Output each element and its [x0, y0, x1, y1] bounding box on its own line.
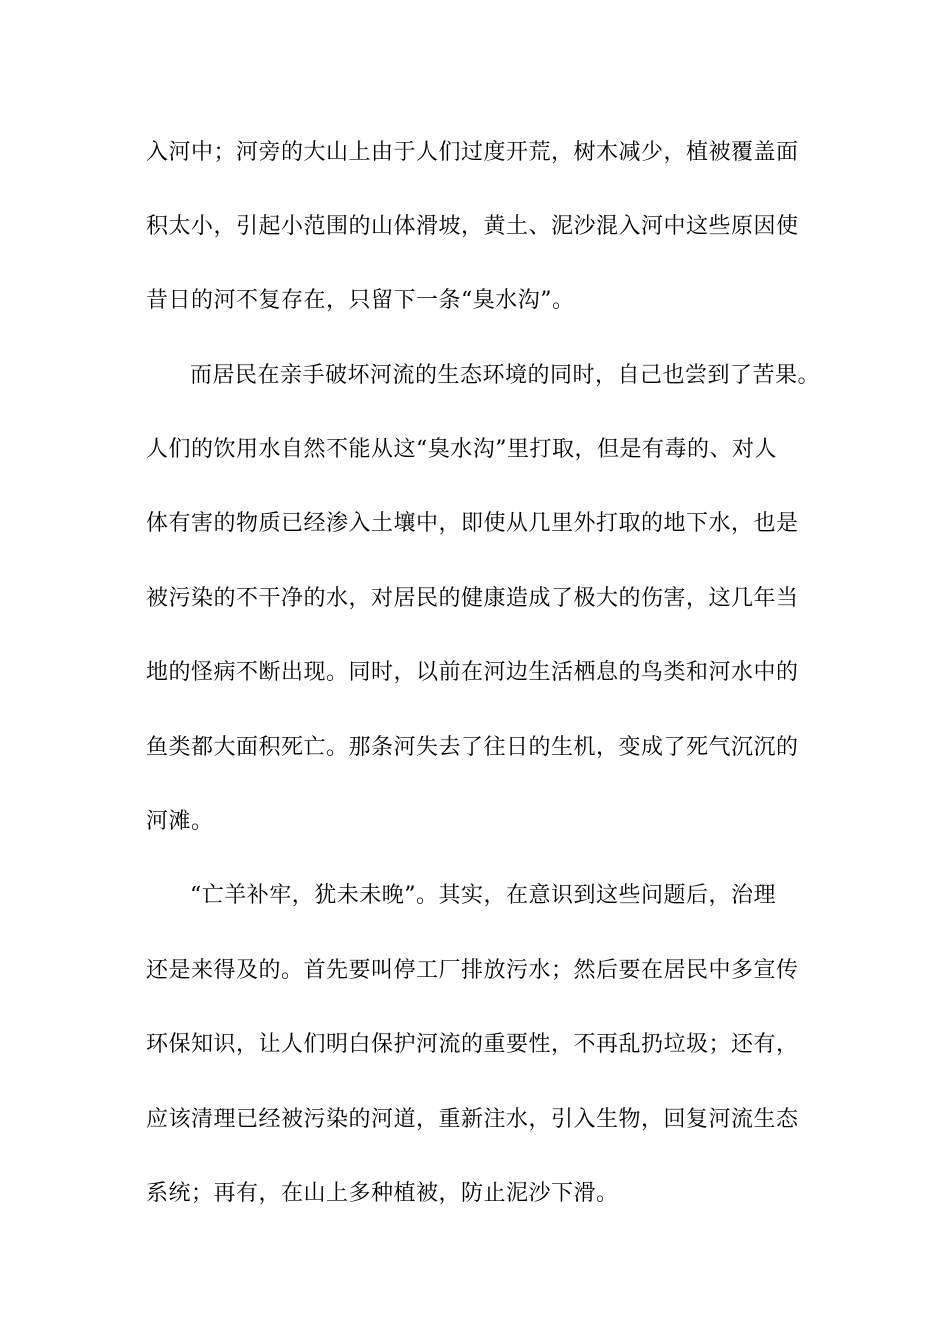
text-line: 积太小，引起小范围的山体滑坡，黄土、泥沙混入河中这些原因使: [146, 214, 799, 239]
text-line: 还是来得及的。首先要叫停工厂排放污水；然后要在居民中多宣传: [146, 958, 799, 983]
paragraph-start-line: 而居民在亲手破坏河流的生态环境的同时，自己也尝到了苦果。: [190, 363, 821, 388]
text-line: 昔日的河不复存在，只留下一条“臭水沟”。: [146, 288, 575, 313]
text-line: 河滩。: [146, 809, 214, 834]
text-line: 鱼类都大面积死亡。那条河失去了往日的生机，变成了死气沉沉的: [146, 735, 799, 760]
text-line: 环保知识，让人们明白保护河流的重要性，不再乱扔垃圾；还有，: [146, 1032, 799, 1057]
text-line: 应该清理已经被污染的河道，重新注水，引入生物，回复河流生态: [146, 1107, 799, 1132]
paragraph-start-line: “亡羊补牢，犹未未晚”。其实，在意识到这些问题后，治理: [190, 883, 776, 908]
text-line: 地的怪病不断出现。同时，以前在河边生活栖息的鸟类和河水中的: [146, 660, 799, 685]
text-line: 人们的饮用水自然不能从这“臭水沟”里打取，但是有毒的、对人: [146, 437, 777, 462]
text-line: 系统；再有，在山上多种植被，防止泥沙下滑。: [146, 1181, 619, 1206]
text-line: 被污染的不干净的水，对居民的健康造成了极大的伤害，这几年当: [146, 586, 799, 611]
text-line: 体有害的物质已经渗入土壤中，即使从几里外打取的地下水，也是: [146, 511, 799, 536]
text-line: 入河中；河旁的大山上由于人们过度开荒，树木减少，植被覆盖面: [146, 140, 799, 165]
